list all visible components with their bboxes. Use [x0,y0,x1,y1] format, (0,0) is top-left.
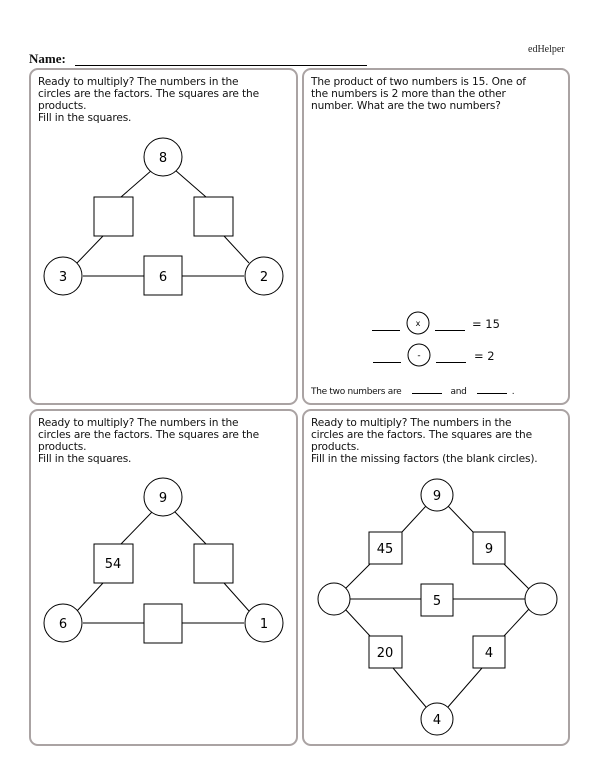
instruction-line: The product of two numbers is 15. One of [311,76,526,88]
factor-circle-right-blank[interactable] [525,583,557,615]
answer-blank-2[interactable] [477,393,507,394]
instruction-line: number. What are the two numbers? [311,100,501,112]
answer-and: and [450,387,467,397]
factor-value: 3 [58,270,68,285]
product-value: 6 [158,270,168,285]
factor-value: 9 [432,489,442,504]
problem-panel-3 [29,409,298,746]
problem-panel-2 [302,68,570,405]
factor-value: 9 [158,491,168,506]
factor-value: 4 [432,713,442,728]
product-value: 20 [376,646,394,661]
equation-2-blank-2[interactable] [436,362,466,363]
answer-sentence [311,387,514,397]
equation-1-result: = 15 [472,317,500,331]
product-value: 54 [104,557,122,572]
factor-triangle-diagram [31,70,296,403]
factor-diamond-diagram [304,411,568,744]
instruction-line: circles are the factors. The squares are the [38,429,259,441]
answer-prefix: The two numbers are [311,387,402,397]
instruction-line: circles are the factors. The squares are the [311,429,532,441]
answer-blank-1[interactable] [412,393,442,394]
factor-value: 8 [158,151,168,166]
factor-value: 1 [259,617,269,632]
instruction-line: products. [311,441,360,453]
instruction-line: products. [38,441,87,453]
instructions [311,76,562,112]
product-value: 4 [484,646,494,661]
multiply-operator-icon [406,311,430,335]
product-square-top-right[interactable] [194,197,233,236]
instruction-line: products. [38,100,87,112]
instruction-line: circles are the factors. The squares are the [38,88,259,100]
instruction-line: Fill in the squares. [38,112,132,124]
name-input-line[interactable] [75,65,367,66]
subtract-operator-icon [407,343,431,367]
instruction-line: Fill in the squares. [38,453,132,465]
equation-1-blank-2[interactable] [435,330,465,331]
problem-panel-1 [29,68,298,405]
instruction-line: Ready to multiply? The numbers in the [38,76,239,88]
svg-text:x: x [415,319,421,328]
instruction-line: Fill in the missing factors (the blank circles). [311,453,538,465]
product-square-top-left[interactable] [94,197,133,236]
instruction-line: Ready to multiply? The numbers in the [38,417,239,429]
equation-2-result: = 2 [474,349,495,363]
instruction-line: Ready to multiply? The numbers in the [311,417,512,429]
product-value: 5 [432,594,442,609]
factor-triangle-diagram [31,411,296,744]
factor-value: 2 [259,270,269,285]
product-value: 45 [376,542,394,557]
product-square-top-right[interactable] [194,544,233,583]
factor-value: 6 [58,617,68,632]
brand-label: edHelper [528,44,565,55]
svg-text:-: - [417,351,421,361]
name-label: Name: [29,51,66,66]
problem-panel-4 [302,409,570,746]
product-value: 9 [484,542,494,557]
equation-1-blank-1[interactable] [372,330,400,331]
equation-2-blank-1[interactable] [373,362,401,363]
product-square-bottom[interactable] [144,604,182,643]
answer-end: . [511,387,515,397]
factor-circle-left-blank[interactable] [318,583,350,615]
instruction-line: the numbers is 2 more than the other [311,88,506,100]
